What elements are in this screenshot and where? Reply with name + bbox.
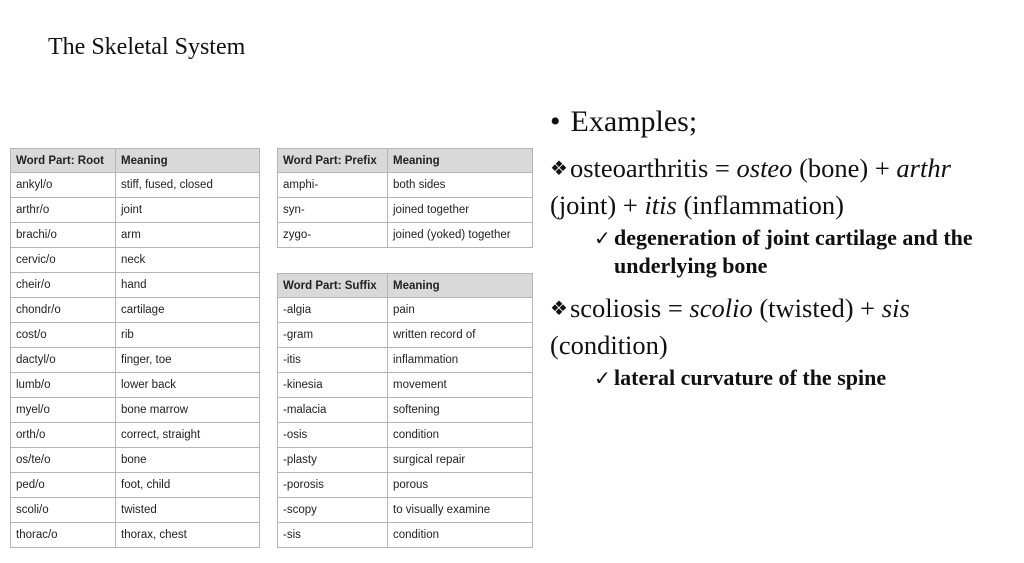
word-part-cell: -scopy (278, 498, 388, 523)
meaning-cell: joint (116, 198, 260, 223)
column-header: Word Part: Prefix (278, 149, 388, 173)
word-part-cell: -sis (278, 523, 388, 548)
table-row (278, 223, 533, 248)
word-part-cell: -osis (278, 423, 388, 448)
table-row (11, 398, 260, 423)
example-term: osteoarthritis = (569, 153, 737, 183)
table-row (11, 248, 260, 273)
meaning-cell: twisted (116, 498, 260, 523)
table-row (11, 273, 260, 298)
word-part-cell: lumb/o (11, 373, 116, 398)
word-part-cell: chondr/o (11, 298, 116, 323)
word-part-cell: myel/o (11, 398, 116, 423)
meaning-cell: correct, straight (116, 423, 260, 448)
meaning-cell: inflammation (388, 348, 533, 373)
table-row (278, 448, 533, 473)
slide-title: The Skeletal System (48, 34, 246, 60)
meaning-cell: movement (388, 373, 533, 398)
table-row (278, 198, 533, 223)
word-part: osteo (736, 153, 793, 183)
table-row (11, 348, 260, 373)
table-row (278, 398, 533, 423)
column-header: Meaning (388, 274, 533, 298)
table-row (11, 498, 260, 523)
meaning-cell: arm (116, 223, 260, 248)
meaning-cell: surgical repair (388, 448, 533, 473)
meaning-cell: porous (388, 473, 533, 498)
examples-heading-text: Examples; (570, 105, 698, 138)
meaning-cell: condition (388, 423, 533, 448)
check-icon: ✓ (594, 226, 611, 250)
meaning-cell: written record of (388, 323, 533, 348)
table-row (11, 423, 260, 448)
word-part-cell: cervic/o (11, 248, 116, 273)
column-header: Word Part: Root (11, 149, 116, 173)
word-part-cell: dactyl/o (11, 348, 116, 373)
word-part-cell: -gram (278, 323, 388, 348)
table-row (11, 298, 260, 323)
word-part-cell: cheir/o (11, 273, 116, 298)
table-row (278, 373, 533, 398)
table-row (11, 323, 260, 348)
word-part-cell: thorac/o (11, 523, 116, 548)
word-part-cell: syn- (278, 198, 388, 223)
definition-text: lateral curvature of the spine (614, 365, 887, 390)
table-row (278, 173, 533, 198)
meaning-cell: bone (116, 448, 260, 473)
word-part-meaning: (inflammation) (676, 190, 844, 220)
word-part-cell: -algia (278, 298, 388, 323)
table-row (278, 523, 533, 548)
table-row (11, 223, 260, 248)
column-header: Meaning (116, 149, 260, 173)
word-part-meaning: (joint) + (550, 190, 645, 220)
meaning-cell: joined (yoked) together (388, 223, 533, 248)
word-part-cell: orth/o (11, 423, 116, 448)
meaning-cell: lower back (116, 373, 260, 398)
word-part-meaning: (condition) (550, 330, 668, 360)
word-part-cell: -kinesia (278, 373, 388, 398)
meaning-cell: foot, child (116, 473, 260, 498)
word-part-cell: -malacia (278, 398, 388, 423)
word-part-cell: os/te/o (11, 448, 116, 473)
word-part-cell: -itis (278, 348, 388, 373)
meaning-cell: hand (116, 273, 260, 298)
meaning-cell: joined together (388, 198, 533, 223)
meaning-cell: condition (388, 523, 533, 548)
meaning-cell: stiff, fused, closed (116, 173, 260, 198)
suffix-word-table (277, 273, 533, 548)
bullet-icon: • (550, 105, 561, 138)
diamond-bullet-icon: ❖ (550, 156, 568, 180)
definition-osteoarthritis (594, 224, 1018, 280)
word-part-cell: ankyl/o (11, 173, 116, 198)
table-header-row (278, 149, 533, 173)
table-header-row (278, 274, 533, 298)
table-row (278, 498, 533, 523)
word-part-cell: -porosis (278, 473, 388, 498)
word-part-cell: cost/o (11, 323, 116, 348)
word-part-meaning: (twisted) + (752, 293, 882, 323)
column-header: Word Part: Suffix (278, 274, 388, 298)
word-part-cell: amphi- (278, 173, 388, 198)
word-part-cell: ped/o (11, 473, 116, 498)
word-part-meaning: (bone) + (792, 153, 897, 183)
meaning-cell: cartilage (116, 298, 260, 323)
diamond-bullet-icon: ❖ (550, 296, 568, 320)
word-part: scolio (689, 293, 753, 323)
word-part-cell: -plasty (278, 448, 388, 473)
definition-scoliosis (594, 364, 1018, 392)
table-row (11, 473, 260, 498)
table-row (278, 473, 533, 498)
word-part: arthr (896, 153, 951, 183)
table-row (278, 323, 533, 348)
example-osteoarthritis (550, 150, 1018, 224)
meaning-cell: to visually examine (388, 498, 533, 523)
check-icon: ✓ (594, 366, 611, 390)
table-row (11, 523, 260, 548)
word-part-cell: brachi/o (11, 223, 116, 248)
meaning-cell: neck (116, 248, 260, 273)
table-row (278, 423, 533, 448)
meaning-cell: both sides (388, 173, 533, 198)
prefix-word-table (277, 148, 533, 248)
word-part-cell: arthr/o (11, 198, 116, 223)
word-part-cell: scoli/o (11, 498, 116, 523)
table-row (11, 373, 260, 398)
meaning-cell: finger, toe (116, 348, 260, 373)
word-part: sis (881, 293, 910, 323)
table-row (11, 448, 260, 473)
column-header: Meaning (388, 149, 533, 173)
example-term: scoliosis = (569, 293, 690, 323)
word-part: itis (644, 190, 677, 220)
root-word-table (10, 148, 260, 548)
table-row (11, 173, 260, 198)
meaning-cell: bone marrow (116, 398, 260, 423)
meaning-cell: softening (388, 398, 533, 423)
table-header-row (11, 149, 260, 173)
examples-heading (550, 104, 1018, 140)
word-part-cell: zygo- (278, 223, 388, 248)
examples-panel (550, 100, 1018, 392)
table-row (278, 298, 533, 323)
meaning-cell: pain (388, 298, 533, 323)
table-row (278, 348, 533, 373)
meaning-cell: thorax, chest (116, 523, 260, 548)
definition-text: degeneration of joint cartilage and the underlying bone (614, 225, 973, 278)
example-scoliosis (550, 290, 1018, 364)
meaning-cell: rib (116, 323, 260, 348)
table-row (11, 198, 260, 223)
